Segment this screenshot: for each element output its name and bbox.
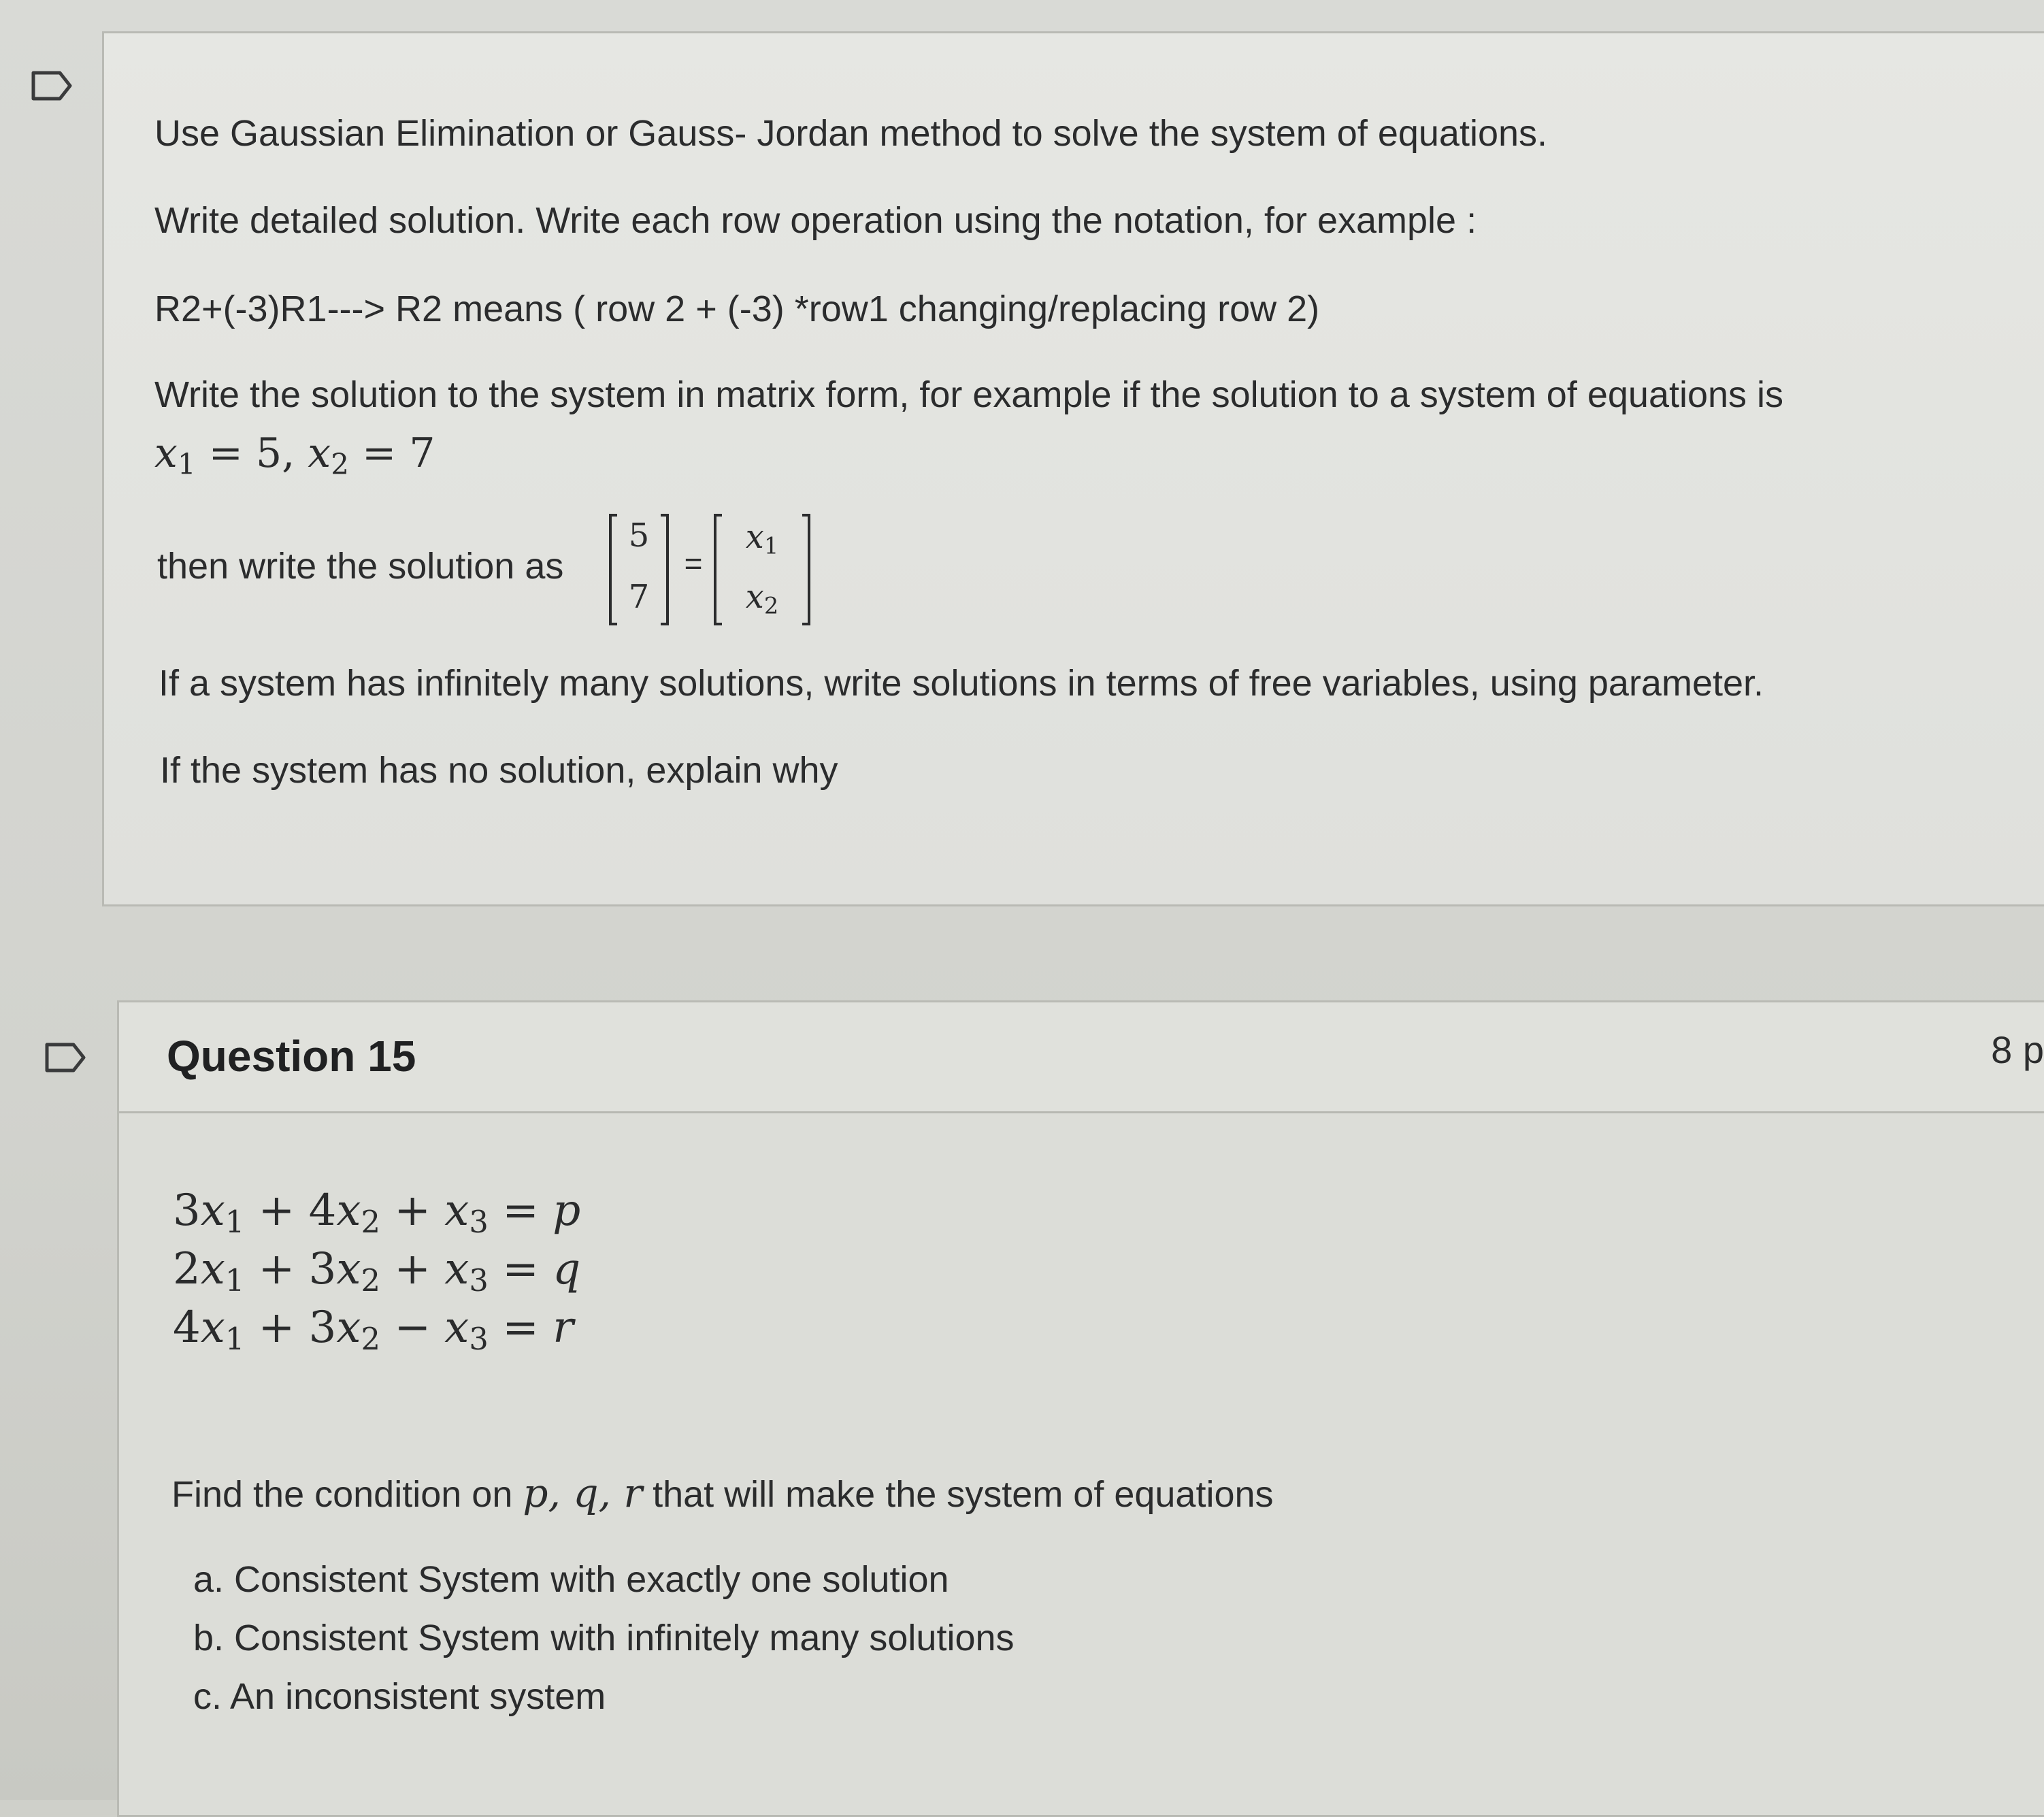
- example-x2-value: 7: [409, 429, 435, 477]
- instruction-line-3: R2+(-3)R1---> R2 means ( row 2 + (-3) *row1 changing/replacing row 2): [154, 289, 1320, 329]
- bracket-right: [661, 514, 669, 625]
- bracket-right: [802, 514, 810, 625]
- matrix-var-x1: $x_1$: [745, 518, 779, 559]
- bracket-left: [714, 514, 722, 625]
- matrix-var-x2: $x_2$: [745, 578, 779, 619]
- matrix-value-1: 5: [628, 517, 650, 555]
- option-b: b. Consistent System with infinitely many solutions: [193, 1618, 1015, 1658]
- instruction-infinite: If a system has infinitely many solutions, write solutions in terms of free variables, using parameter.: [159, 663, 1764, 704]
- instruction-no-solution: If the system has no solution, explain why: [160, 750, 838, 791]
- instruction-line-4: Write the solution to the system in matrix form, for example if the solution to a system of equations is: [154, 374, 1784, 415]
- option-c: c. An inconsistent system: [193, 1676, 606, 1717]
- then-write-label: then write the solution as: [157, 546, 564, 587]
- example-solution-equation: $x_1 = 5$, $x_2 = 7$: [154, 429, 435, 481]
- equation-row: $2x_1 + 3x_2 + x_3 = q$: [173, 1244, 581, 1299]
- prompt-variables: p, q, r: [523, 1470, 643, 1516]
- question-prompt: Find the condition on p, q, r that will make the system of equations: [171, 1470, 1274, 1516]
- flag-icon[interactable]: [31, 71, 72, 101]
- question-title: Question 15: [167, 1032, 416, 1081]
- equation-row: $3x_1 + 4x_2 + x_3 = p$: [173, 1185, 581, 1241]
- option-a: a. Consistent System with exactly one solution: [193, 1559, 949, 1600]
- question-points: 8 p: [1991, 1028, 2044, 1071]
- flag-icon[interactable]: [45, 1043, 86, 1073]
- question-header: [119, 1002, 2044, 1113]
- instruction-line-1: Use Gaussian Elimination or Gauss- Jordan method to solve the system of equations.: [154, 113, 1548, 154]
- matrix-value-2: 7: [628, 578, 650, 616]
- instruction-line-2: Write detailed solution. Write each row operation using the notation, for example :: [154, 200, 1477, 241]
- bracket-left: [609, 514, 617, 625]
- matrix-equals: =: [684, 546, 703, 581]
- instructions-panel: [102, 31, 2044, 906]
- equation-row: $4x_1 + 3x_2 - x_3 = r$: [173, 1303, 574, 1358]
- example-x1-value: 5: [256, 429, 282, 477]
